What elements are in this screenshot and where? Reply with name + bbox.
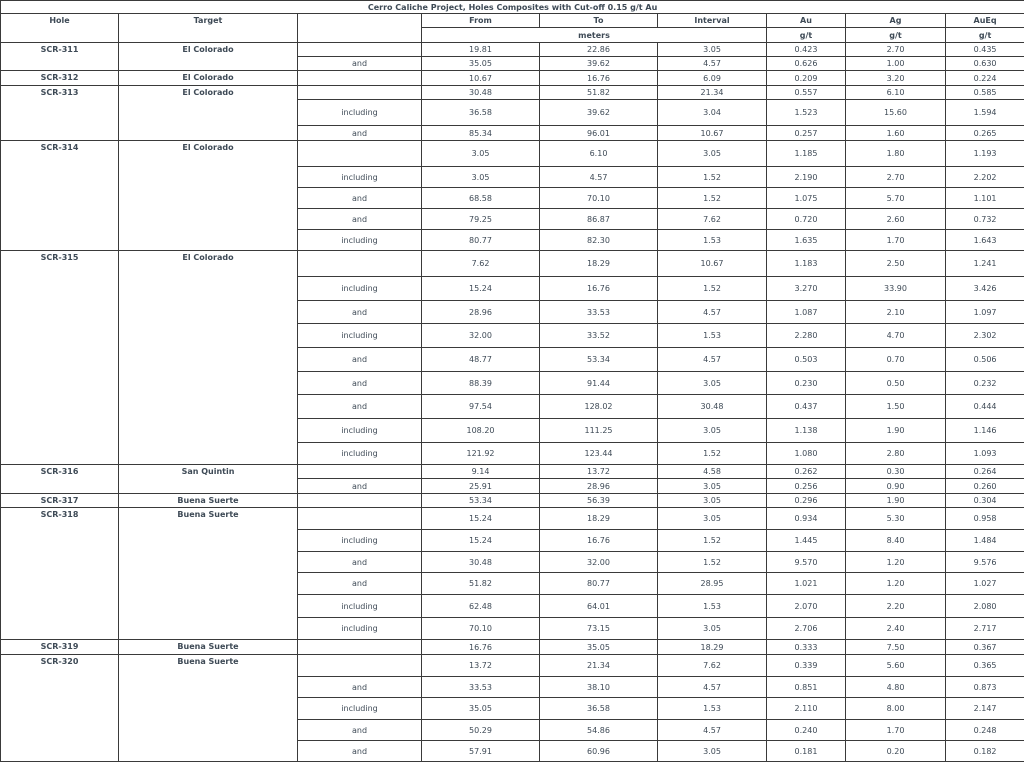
ag-cell: 2.20 — [846, 595, 946, 618]
interval-cell: 30.48 — [658, 395, 767, 419]
au-cell: 0.720 — [767, 209, 846, 230]
from-cell: 28.96 — [422, 301, 540, 324]
header-to: To — [540, 14, 658, 28]
qualifier-cell — [298, 508, 422, 530]
header-row — [1, 14, 1024, 28]
aueq-cell: 1.594 — [946, 100, 1024, 126]
hole-id-cell: SCR-320 — [1, 655, 119, 762]
to-cell: 4.57 — [540, 167, 658, 188]
au-cell: 0.934 — [767, 508, 846, 530]
header-ag: Ag — [846, 14, 946, 28]
to-cell: 86.87 — [540, 209, 658, 230]
au-cell: 0.333 — [767, 640, 846, 655]
ag-cell: 33.90 — [846, 277, 946, 301]
aueq-cell: 1.241 — [946, 251, 1024, 277]
to-cell: 70.10 — [540, 188, 658, 209]
qualifier-cell: and — [298, 395, 422, 419]
aueq-cell: 2.717 — [946, 618, 1024, 640]
au-cell: 0.262 — [767, 465, 846, 479]
aueq-cell: 0.265 — [946, 126, 1024, 141]
to-cell: 123.44 — [540, 443, 658, 465]
from-cell: 35.05 — [422, 57, 540, 71]
to-cell: 54.86 — [540, 720, 658, 741]
to-cell: 13.72 — [540, 465, 658, 479]
from-cell: 50.29 — [422, 720, 540, 741]
hole-id-cell: SCR-313 — [1, 86, 119, 141]
au-cell: 0.296 — [767, 494, 846, 508]
aueq-cell: 0.224 — [946, 71, 1024, 86]
ag-cell: 8.00 — [846, 698, 946, 720]
to-cell: 16.76 — [540, 71, 658, 86]
to-cell: 82.30 — [540, 230, 658, 251]
au-cell: 1.080 — [767, 443, 846, 465]
ag-cell: 1.90 — [846, 494, 946, 508]
ag-cell: 1.70 — [846, 720, 946, 741]
au-cell: 1.021 — [767, 573, 846, 595]
qualifier-cell — [298, 251, 422, 277]
aueq-cell: 9.576 — [946, 552, 1024, 573]
aueq-cell: 0.248 — [946, 720, 1024, 741]
to-cell: 36.58 — [540, 698, 658, 720]
aueq-cell: 1.097 — [946, 301, 1024, 324]
from-cell: 97.54 — [422, 395, 540, 419]
from-cell: 79.25 — [422, 209, 540, 230]
ag-cell: 1.70 — [846, 230, 946, 251]
aueq-cell: 1.093 — [946, 443, 1024, 465]
header-aueq: AuEq — [946, 14, 1024, 28]
au-cell: 1.087 — [767, 301, 846, 324]
aueq-cell: 0.232 — [946, 372, 1024, 395]
qualifier-cell: including — [298, 530, 422, 552]
table-row — [1, 640, 1024, 655]
to-cell: 33.53 — [540, 301, 658, 324]
ag-cell: 2.60 — [846, 209, 946, 230]
ag-cell: 2.10 — [846, 301, 946, 324]
aueq-cell: 1.643 — [946, 230, 1024, 251]
header-target: Target — [119, 14, 298, 43]
qualifier-cell: including — [298, 100, 422, 126]
interval-cell: 1.52 — [658, 552, 767, 573]
au-cell: 3.270 — [767, 277, 846, 301]
au-cell: 0.230 — [767, 372, 846, 395]
au-cell: 2.706 — [767, 618, 846, 640]
to-cell: 56.39 — [540, 494, 658, 508]
to-cell: 22.86 — [540, 43, 658, 57]
from-cell: 15.24 — [422, 508, 540, 530]
au-cell: 2.280 — [767, 324, 846, 348]
interval-cell: 7.62 — [658, 655, 767, 677]
au-cell: 0.209 — [767, 71, 846, 86]
aueq-cell: 0.732 — [946, 209, 1024, 230]
hole-id-cell: SCR-318 — [1, 508, 119, 640]
to-cell: 128.02 — [540, 395, 658, 419]
au-cell: 0.423 — [767, 43, 846, 57]
interval-cell: 1.52 — [658, 443, 767, 465]
table-row — [1, 465, 1024, 479]
qualifier-cell: including — [298, 595, 422, 618]
aueq-cell: 2.302 — [946, 324, 1024, 348]
from-cell: 68.58 — [422, 188, 540, 209]
aueq-cell: 0.435 — [946, 43, 1024, 57]
ag-cell: 2.80 — [846, 443, 946, 465]
table-row — [1, 251, 1024, 277]
to-cell: 16.76 — [540, 277, 658, 301]
qualifier-cell: and — [298, 188, 422, 209]
units-aueq: g/t — [946, 28, 1024, 43]
table-row — [1, 494, 1024, 508]
qualifier-cell — [298, 640, 422, 655]
to-cell: 16.76 — [540, 530, 658, 552]
aueq-cell: 0.958 — [946, 508, 1024, 530]
table-row — [1, 508, 1024, 530]
interval-cell: 1.52 — [658, 167, 767, 188]
interval-cell: 1.52 — [658, 277, 767, 301]
interval-cell: 1.53 — [658, 595, 767, 618]
qualifier-cell — [298, 494, 422, 508]
qualifier-cell: and — [298, 479, 422, 494]
au-cell: 1.523 — [767, 100, 846, 126]
aueq-cell: 0.585 — [946, 86, 1024, 100]
interval-cell: 3.05 — [658, 618, 767, 640]
au-cell: 1.075 — [767, 188, 846, 209]
from-cell: 57.91 — [422, 741, 540, 762]
target-cell: Buena Suerte — [119, 640, 298, 655]
interval-cell: 3.05 — [658, 494, 767, 508]
au-cell: 0.851 — [767, 677, 846, 698]
qualifier-cell — [298, 141, 422, 167]
ag-cell: 1.90 — [846, 419, 946, 443]
target-cell: Buena Suerte — [119, 508, 298, 640]
from-cell: 121.92 — [422, 443, 540, 465]
target-cell: Buena Suerte — [119, 655, 298, 762]
from-cell: 7.62 — [422, 251, 540, 277]
from-cell: 53.34 — [422, 494, 540, 508]
target-cell: Buena Suerte — [119, 494, 298, 508]
au-cell: 1.635 — [767, 230, 846, 251]
to-cell: 64.01 — [540, 595, 658, 618]
au-cell: 0.437 — [767, 395, 846, 419]
qualifier-cell — [298, 465, 422, 479]
to-cell: 80.77 — [540, 573, 658, 595]
ag-cell: 15.60 — [846, 100, 946, 126]
title-row — [1, 1, 1024, 14]
aueq-cell: 0.630 — [946, 57, 1024, 71]
aueq-cell: 1.146 — [946, 419, 1024, 443]
from-cell: 51.82 — [422, 573, 540, 595]
interval-cell: 3.05 — [658, 508, 767, 530]
from-cell: 35.05 — [422, 698, 540, 720]
qualifier-cell: and — [298, 552, 422, 573]
interval-cell: 1.53 — [658, 324, 767, 348]
aueq-cell: 0.367 — [946, 640, 1024, 655]
interval-cell: 3.05 — [658, 419, 767, 443]
aueq-cell: 0.506 — [946, 348, 1024, 372]
hole-id-cell: SCR-312 — [1, 71, 119, 86]
from-cell: 30.48 — [422, 86, 540, 100]
from-cell: 108.20 — [422, 419, 540, 443]
ag-cell: 8.40 — [846, 530, 946, 552]
interval-cell: 1.53 — [658, 698, 767, 720]
aueq-cell: 1.193 — [946, 141, 1024, 167]
ag-cell: 7.50 — [846, 640, 946, 655]
au-cell: 0.503 — [767, 348, 846, 372]
interval-cell: 4.57 — [658, 301, 767, 324]
ag-cell: 5.70 — [846, 188, 946, 209]
interval-cell: 1.52 — [658, 188, 767, 209]
qualifier-cell: including — [298, 167, 422, 188]
ag-cell: 0.50 — [846, 372, 946, 395]
interval-cell: 21.34 — [658, 86, 767, 100]
to-cell: 33.52 — [540, 324, 658, 348]
to-cell: 38.10 — [540, 677, 658, 698]
ag-cell: 4.70 — [846, 324, 946, 348]
aueq-cell: 0.873 — [946, 677, 1024, 698]
to-cell: 35.05 — [540, 640, 658, 655]
interval-cell: 1.52 — [658, 530, 767, 552]
to-cell: 60.96 — [540, 741, 658, 762]
header-au: Au — [767, 14, 846, 28]
interval-cell: 10.67 — [658, 251, 767, 277]
from-cell: 15.24 — [422, 277, 540, 301]
to-cell: 39.62 — [540, 100, 658, 126]
qualifier-cell: including — [298, 618, 422, 640]
ag-cell: 1.50 — [846, 395, 946, 419]
to-cell: 73.15 — [540, 618, 658, 640]
ag-cell: 4.80 — [846, 677, 946, 698]
target-cell: San Quintin — [119, 465, 298, 494]
from-cell: 15.24 — [422, 530, 540, 552]
qualifier-cell: including — [298, 698, 422, 720]
from-cell: 48.77 — [422, 348, 540, 372]
aueq-cell: 0.264 — [946, 465, 1024, 479]
from-cell: 30.48 — [422, 552, 540, 573]
ag-cell: 2.50 — [846, 251, 946, 277]
qualifier-cell: and — [298, 209, 422, 230]
from-cell: 13.72 — [422, 655, 540, 677]
interval-cell: 3.05 — [658, 43, 767, 57]
to-cell: 111.25 — [540, 419, 658, 443]
au-cell: 0.339 — [767, 655, 846, 677]
ag-cell: 1.00 — [846, 57, 946, 71]
table-row — [1, 86, 1024, 100]
qualifier-cell: and — [298, 741, 422, 762]
target-cell: El Colorado — [119, 86, 298, 141]
interval-cell: 28.95 — [658, 573, 767, 595]
interval-cell: 3.04 — [658, 100, 767, 126]
au-cell: 2.070 — [767, 595, 846, 618]
table-row — [1, 71, 1024, 86]
units-ag: g/t — [846, 28, 946, 43]
qualifier-cell: and — [298, 57, 422, 71]
aueq-cell: 1.484 — [946, 530, 1024, 552]
hole-id-cell: SCR-319 — [1, 640, 119, 655]
from-cell: 85.34 — [422, 126, 540, 141]
ag-cell: 1.20 — [846, 573, 946, 595]
hole-id-cell: SCR-315 — [1, 251, 119, 465]
qualifier-cell: including — [298, 277, 422, 301]
au-cell: 0.240 — [767, 720, 846, 741]
ag-cell: 1.60 — [846, 126, 946, 141]
target-cell: El Colorado — [119, 71, 298, 86]
interval-cell: 3.05 — [658, 141, 767, 167]
ag-cell: 5.60 — [846, 655, 946, 677]
to-cell: 51.82 — [540, 86, 658, 100]
hole-id-cell: SCR-316 — [1, 465, 119, 494]
interval-cell: 18.29 — [658, 640, 767, 655]
qualifier-cell — [298, 86, 422, 100]
target-cell: El Colorado — [119, 141, 298, 251]
to-cell: 21.34 — [540, 655, 658, 677]
hole-id-cell: SCR-317 — [1, 494, 119, 508]
au-cell: 2.110 — [767, 698, 846, 720]
aueq-cell: 3.426 — [946, 277, 1024, 301]
au-cell: 1.445 — [767, 530, 846, 552]
ag-cell: 5.30 — [846, 508, 946, 530]
qualifier-cell: and — [298, 348, 422, 372]
au-cell: 2.190 — [767, 167, 846, 188]
qualifier-cell: and — [298, 301, 422, 324]
to-cell: 91.44 — [540, 372, 658, 395]
to-cell: 32.00 — [540, 552, 658, 573]
aueq-cell: 2.080 — [946, 595, 1024, 618]
qualifier-cell: including — [298, 419, 422, 443]
ag-cell: 0.20 — [846, 741, 946, 762]
interval-cell: 4.57 — [658, 348, 767, 372]
ag-cell: 3.20 — [846, 71, 946, 86]
interval-cell: 3.05 — [658, 741, 767, 762]
table-row — [1, 655, 1024, 677]
from-cell: 33.53 — [422, 677, 540, 698]
au-cell: 0.557 — [767, 86, 846, 100]
qualifier-cell: and — [298, 372, 422, 395]
from-cell: 25.91 — [422, 479, 540, 494]
interval-cell: 4.57 — [658, 677, 767, 698]
from-cell: 19.81 — [422, 43, 540, 57]
interval-cell: 1.53 — [658, 230, 767, 251]
from-cell: 3.05 — [422, 167, 540, 188]
units-au: g/t — [767, 28, 846, 43]
header-qualifier — [298, 14, 422, 43]
ag-cell: 2.70 — [846, 43, 946, 57]
from-cell: 10.67 — [422, 71, 540, 86]
header-from: From — [422, 14, 540, 28]
units-meters: meters — [422, 28, 767, 43]
aueq-cell: 2.147 — [946, 698, 1024, 720]
ag-cell: 0.70 — [846, 348, 946, 372]
interval-cell: 10.67 — [658, 126, 767, 141]
aueq-cell: 1.101 — [946, 188, 1024, 209]
to-cell: 6.10 — [540, 141, 658, 167]
interval-cell: 7.62 — [658, 209, 767, 230]
from-cell: 32.00 — [422, 324, 540, 348]
qualifier-cell — [298, 43, 422, 57]
table-row — [1, 43, 1024, 57]
header-interval: Interval — [658, 14, 767, 28]
to-cell: 28.96 — [540, 479, 658, 494]
interval-cell: 4.57 — [658, 57, 767, 71]
qualifier-cell: and — [298, 720, 422, 741]
au-cell: 0.257 — [767, 126, 846, 141]
aueq-cell: 0.260 — [946, 479, 1024, 494]
ag-cell: 1.20 — [846, 552, 946, 573]
target-cell: El Colorado — [119, 43, 298, 71]
from-cell: 36.58 — [422, 100, 540, 126]
qualifier-cell: including — [298, 443, 422, 465]
from-cell: 80.77 — [422, 230, 540, 251]
from-cell: 16.76 — [422, 640, 540, 655]
aueq-cell: 0.365 — [946, 655, 1024, 677]
from-cell: 70.10 — [422, 618, 540, 640]
ag-cell: 0.90 — [846, 479, 946, 494]
au-cell: 1.138 — [767, 419, 846, 443]
ag-cell: 0.30 — [846, 465, 946, 479]
hole-id-cell: SCR-314 — [1, 141, 119, 251]
ag-cell: 2.70 — [846, 167, 946, 188]
interval-cell: 4.57 — [658, 720, 767, 741]
to-cell: 39.62 — [540, 57, 658, 71]
from-cell: 88.39 — [422, 372, 540, 395]
aueq-cell: 1.027 — [946, 573, 1024, 595]
to-cell: 18.29 — [540, 251, 658, 277]
table-title: Cerro Caliche Project, Holes Composites with Cut-off 0.15 g/t Au — [1, 1, 1024, 14]
interval-cell: 6.09 — [658, 71, 767, 86]
to-cell: 53.34 — [540, 348, 658, 372]
qualifier-cell — [298, 655, 422, 677]
au-cell: 9.570 — [767, 552, 846, 573]
qualifier-cell: including — [298, 324, 422, 348]
from-cell: 9.14 — [422, 465, 540, 479]
au-cell: 0.181 — [767, 741, 846, 762]
au-cell: 1.185 — [767, 141, 846, 167]
au-cell: 0.256 — [767, 479, 846, 494]
from-cell: 62.48 — [422, 595, 540, 618]
qualifier-cell: and — [298, 573, 422, 595]
qualifier-cell — [298, 71, 422, 86]
qualifier-cell: and — [298, 677, 422, 698]
from-cell: 3.05 — [422, 141, 540, 167]
table-row — [1, 141, 1024, 167]
qualifier-cell: including — [298, 230, 422, 251]
header-hole: Hole — [1, 14, 119, 43]
target-cell: El Colorado — [119, 251, 298, 465]
au-cell: 0.626 — [767, 57, 846, 71]
ag-cell: 6.10 — [846, 86, 946, 100]
aueq-cell: 0.444 — [946, 395, 1024, 419]
ag-cell: 1.80 — [846, 141, 946, 167]
interval-cell: 4.58 — [658, 465, 767, 479]
aueq-cell: 0.304 — [946, 494, 1024, 508]
hole-id-cell: SCR-311 — [1, 43, 119, 71]
aueq-cell: 0.182 — [946, 741, 1024, 762]
to-cell: 18.29 — [540, 508, 658, 530]
interval-cell: 3.05 — [658, 372, 767, 395]
ag-cell: 2.40 — [846, 618, 946, 640]
aueq-cell: 2.202 — [946, 167, 1024, 188]
interval-cell: 3.05 — [658, 479, 767, 494]
qualifier-cell: and — [298, 126, 422, 141]
to-cell: 96.01 — [540, 126, 658, 141]
au-cell: 1.183 — [767, 251, 846, 277]
